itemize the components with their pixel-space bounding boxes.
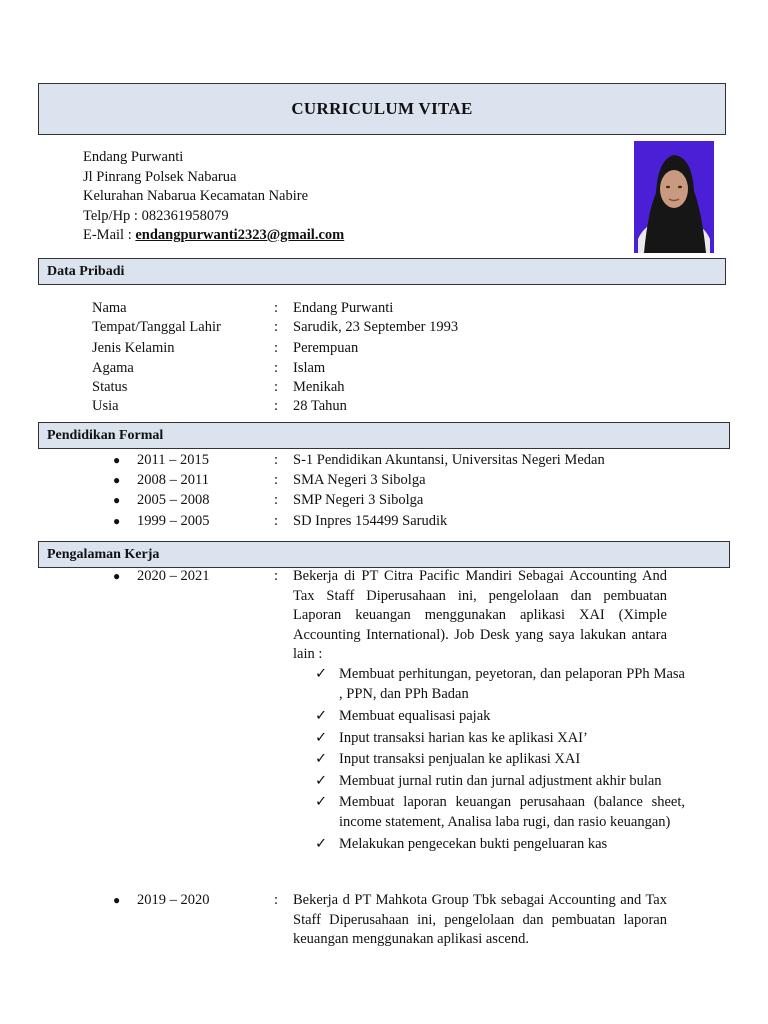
email-label: E-Mail : <box>83 227 136 243</box>
experience-years: 2019 – 2020 <box>137 892 210 908</box>
task-text: Membuat jurnal rutin dan jurnal adjustment akhir bulan <box>339 772 662 789</box>
experience-years: 2020 – 2021 <box>137 568 210 584</box>
colon: : <box>274 892 279 908</box>
contact-phone: Telp/Hp : 082361958079 <box>83 207 229 224</box>
section-header-experience: Pengalaman Kerja <box>38 541 730 568</box>
colon: : <box>274 360 279 376</box>
email-link[interactable]: endangpurwanti2323@gmail.com <box>135 227 345 243</box>
colon: : <box>274 472 279 488</box>
task-item <box>315 707 685 727</box>
education-years: 1999 – 2005 <box>137 513 210 529</box>
colon: : <box>274 513 279 529</box>
education-years: 2008 – 2011 <box>137 472 209 488</box>
task-item <box>315 772 685 792</box>
education-school: SD Inpres 154499 Sarudik <box>293 513 448 529</box>
personal-label: Status <box>92 379 128 395</box>
checkmark-icon: ✓ <box>315 708 328 724</box>
profile-photo <box>634 141 714 253</box>
bullet-icon: ● <box>113 453 121 467</box>
cv-title: CURRICULUM VITAE <box>38 83 726 135</box>
task-text: Input transaksi penjualan ke aplikasi XAI <box>339 751 581 767</box>
colon: : <box>274 319 279 335</box>
personal-label: Agama <box>92 360 134 376</box>
task-text: Input transaksi harian kas ke aplikasi XAI’ <box>339 729 588 746</box>
personal-label: Usia <box>92 398 119 414</box>
task-item <box>315 750 685 770</box>
section-header-education: Pendidikan Formal <box>38 422 730 449</box>
task-item <box>315 665 685 704</box>
task-item <box>315 729 685 749</box>
bullet-icon: ● <box>113 569 121 583</box>
contact-address-2: Kelurahan Nabarua Kecamatan Nabire <box>83 188 309 204</box>
checkmark-icon: ✓ <box>315 729 328 746</box>
task-item <box>315 793 685 832</box>
checkmark-icon: ✓ <box>315 794 328 810</box>
bullet-icon: ● <box>113 514 121 528</box>
checkmark-icon: ✓ <box>315 772 328 789</box>
task-text: Membuat equalisasi pajak <box>339 708 491 724</box>
task-item <box>315 835 685 855</box>
task-text: Membuat laporan keuangan perusahaan (balance sheet, income statement, Analisa laba rugi, dan rasio keuangan) <box>339 794 685 830</box>
profile-photo-illustration <box>634 141 714 253</box>
experience-description: Bekerja di PT Citra Pacific Mandiri Sebagai Accounting And Tax Staff Diperusahaan ini, pengelolaan dan pembuatan Laporan keuangan menggunakan aplikasi XAI (Ximple Accounting International). Job Desk yang saya lakukan antara lain : <box>293 568 667 662</box>
personal-value: Endang Purwanti <box>293 300 394 316</box>
colon: : <box>274 568 279 584</box>
personal-label: Tempat/Tanggal Lahir <box>92 319 221 335</box>
colon: : <box>274 492 279 508</box>
contact-address-1: Jl Pinrang Polsek Nabarua <box>83 168 237 185</box>
task-list <box>315 665 685 855</box>
section-header-personal: Data Pribadi <box>38 258 726 285</box>
education-years: 2005 – 2008 <box>137 492 210 508</box>
contact-email-row <box>83 226 344 246</box>
colon: : <box>274 452 279 468</box>
colon: : <box>274 379 279 395</box>
personal-value: Islam <box>293 360 326 376</box>
personal-label: Nama <box>92 300 127 316</box>
task-text: Melakukan pengecekan bukti pengeluaran kas <box>339 836 608 852</box>
personal-value: Menikah <box>293 379 345 395</box>
colon: : <box>274 398 279 414</box>
checkmark-icon: ✓ <box>315 751 328 767</box>
experience-description: Bekerja d PT Mahkota Group Tbk sebagai Accounting and Tax Staff Diperusahaan ini, pengelolaan dan pembuatan laporan keuangan menggunakan aplikasi ascend. <box>293 892 667 947</box>
contact-name: Endang Purwanti <box>83 149 184 165</box>
education-school: SMP Negeri 3 Sibolga <box>293 492 424 508</box>
personal-value: Sarudik, 23 September 1993 <box>293 319 459 335</box>
education-years: 2011 – 2015 <box>137 452 209 468</box>
personal-value: 28 Tahun <box>293 398 347 414</box>
education-school: SMA Negeri 3 Sibolga <box>293 472 426 488</box>
contact-block <box>83 148 344 246</box>
personal-label: Jenis Kelamin <box>92 340 175 356</box>
personal-value: Perempuan <box>293 340 359 356</box>
bullet-icon: ● <box>113 493 121 507</box>
task-text: Membuat perhitungan, peyetoran, dan pelaporan PPh Masa , PPN, dan PPh Badan <box>339 666 685 702</box>
bullet-icon: ● <box>113 473 121 487</box>
checkmark-icon: ✓ <box>315 666 328 682</box>
checkmark-icon: ✓ <box>315 836 328 852</box>
colon: : <box>274 340 279 356</box>
education-school: S-1 Pendidikan Akuntansi, Universitas Negeri Medan <box>293 452 605 468</box>
colon: : <box>274 300 279 316</box>
bullet-icon: ● <box>113 893 121 907</box>
